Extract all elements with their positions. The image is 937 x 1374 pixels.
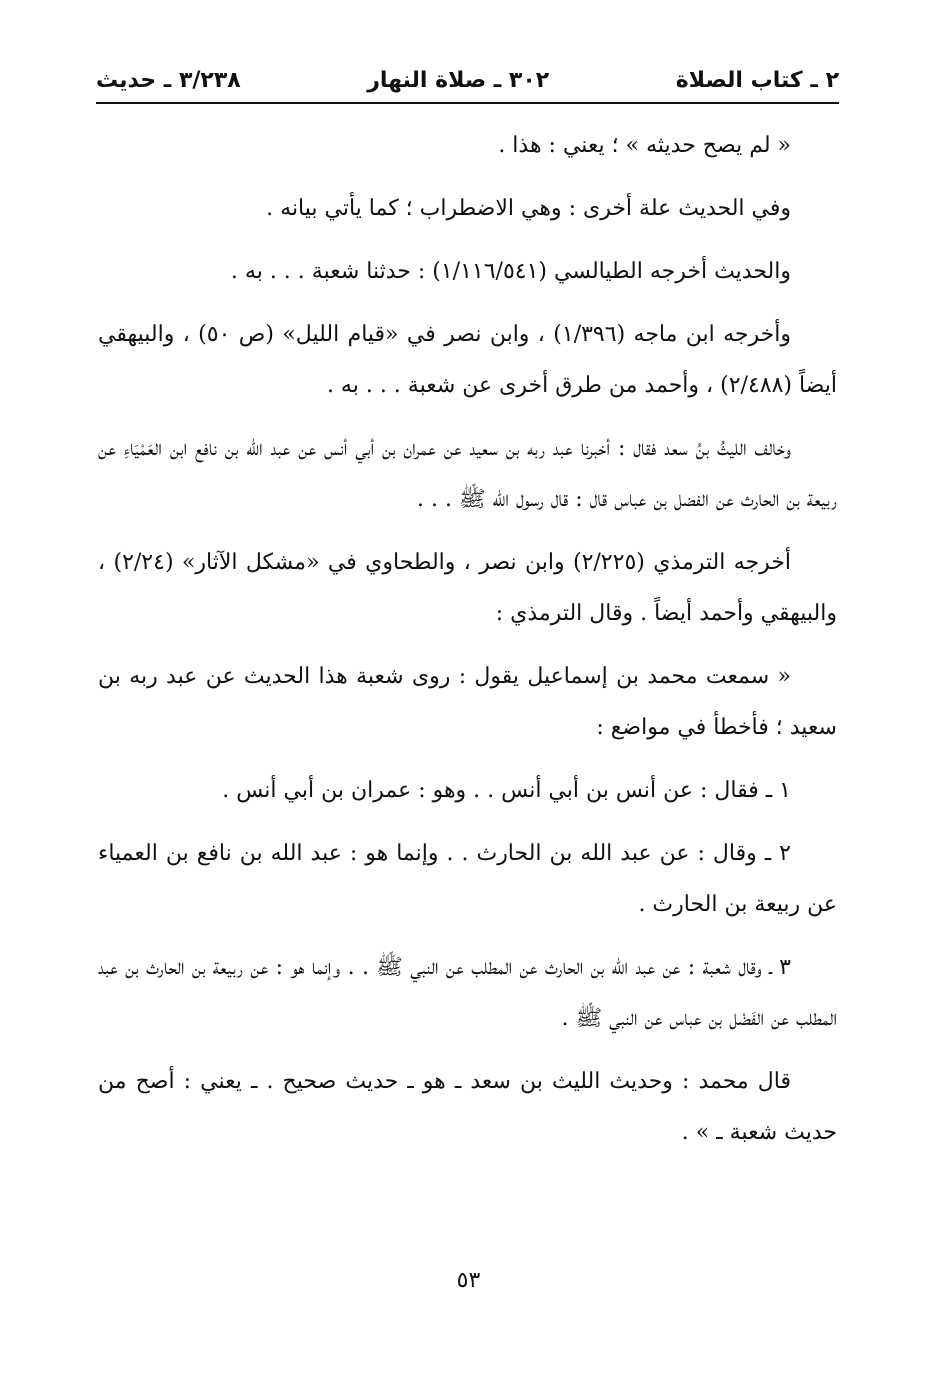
header-hadith-number: ٣/٢٣٨ ـ حديث — [96, 67, 241, 93]
running-header — [96, 58, 839, 104]
header-section: ٣٠٢ ـ صلاة النهار — [367, 67, 550, 93]
paragraph: « لم يصح حديثه » ؛ يعني : هذا . — [498, 133, 791, 158]
paragraph: وأخرجه ابن ماجه (١/٣٩٦) ، وابن نصر في «قيام الليل» (ص ٥٠) ، والبيهقي أيضاً (٢/٤٨٨) ، وأحمد من طرق أخرى عن شعبة . . . به . — [98, 322, 837, 398]
header-chapter: ٢ ـ كتاب الصلاة — [675, 67, 839, 93]
paragraph: أخرجه الترمذي (٢/٢٢٥) وابن نصر ، والطحاوي في «مشكل الآثار» (٢/٢٤) ، والبيهقي وأحمد أيضاً . وقال الترمذي : — [98, 550, 837, 626]
list-item: ٣ ـ وقال شعبة : عن عبد الله بن الحارث عن المطلب عن النبي ﷺ . . وإنما هو : عن ربيعة بن الحارث بن عبد المطلب عن الفَضْل بن عباس عن النبي ﷺ . — [98, 955, 837, 1031]
paragraph: والحديث أخرجه الطيالسي (١/١١٦/٥٤١) : حدثنا شعبة . . . به . — [230, 259, 791, 284]
paragraph: وخالف الليثُ بنُ سعد فقال : أخبرنا عبد ربه بن سعيد عن عمران بن أبي أنس عن عبد الله بن نافع ابن العَمْيَاءِ عن ربيعة بن الحارث عن الفضل بن عباس قال : قال رسول الله ﷺ . . . — [98, 436, 837, 512]
body-text — [98, 120, 837, 1170]
quote-paragraph: « سمعت محمد بن إسماعيل يقول : روى شعبة هذا الحديث عن عبد ربه بن سعيد ؛ فأخطأ في مواضع : — [98, 664, 837, 740]
page-number: ٥٣ — [456, 1268, 481, 1293]
paragraph: قال محمد : وحديث الليث بن سعد ـ هو ـ حديث صحيح . ـ يعني : أصح من حديث شعبة ـ » . — [98, 1069, 837, 1145]
list-item: ٢ ـ وقال : عن عبد الله بن الحارث . . وإنما هو : عبد الله بن نافع بن العمياء عن ربيعة بن الحارث . — [98, 841, 837, 917]
list-item: ١ ـ فقال : عن أنس بن أبي أنس . . وهو : عمران بن أبي أنس . — [222, 778, 791, 803]
paragraph: وفي الحديث علة أخرى : وهي الاضطراب ؛ كما يأتي بيانه . — [266, 196, 791, 221]
